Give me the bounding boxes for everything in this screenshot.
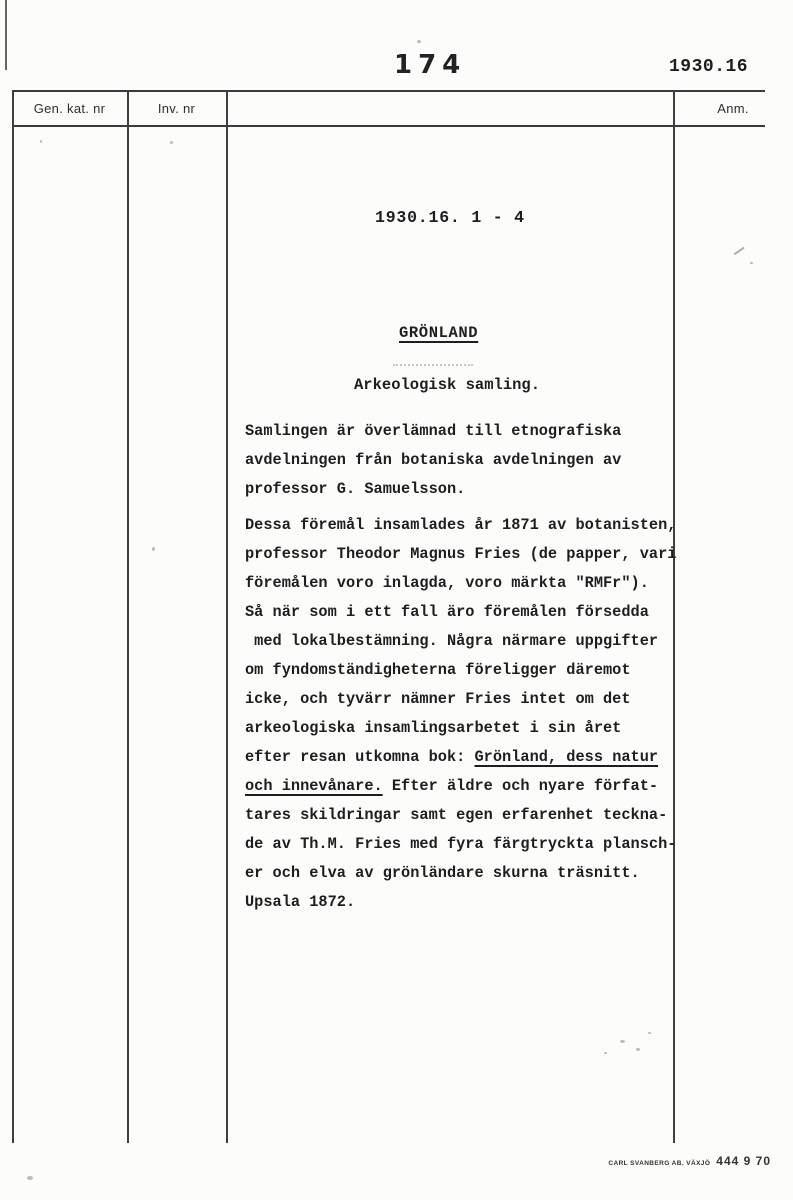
text-line: professor G. Samuelsson. xyxy=(245,480,466,498)
text-line: icke, och tyvärr nämner Fries intet om det xyxy=(245,690,631,708)
text-line: Samlingen är överlämnad till etnografiska xyxy=(245,422,622,440)
text-line: om fyndomständigheterna föreligger däremot xyxy=(245,661,631,679)
text-line: Så när som i ett fall äro föremålen försedda xyxy=(245,603,649,621)
scan-noise xyxy=(636,1048,640,1051)
scan-noise xyxy=(750,262,753,264)
text-line: föremålen voro inlagda, voro märkta "RMFr"). xyxy=(245,574,649,592)
entry-number-heading: 1930.16. 1 - 4 xyxy=(375,208,525,227)
text-line: tares skildringar samt egen erfarenhet teckna- xyxy=(245,806,668,824)
section-title: GRÖNLAND xyxy=(399,324,479,342)
table-left-border xyxy=(12,90,14,1143)
text-line: Dessa föremål insamlades år 1871 av botanisten, xyxy=(245,516,677,534)
column-divider-inv-main xyxy=(226,90,228,1143)
document-number: 1930.16 xyxy=(669,57,749,77)
printer-imprint xyxy=(608,1154,771,1168)
scan-noise xyxy=(620,1040,625,1043)
table-top-rule xyxy=(12,90,765,92)
text-line: de av Th.M. Fries med fyra färgtryckta plansch- xyxy=(245,835,677,853)
printer-name: CARL SVANBERG AB. VÄXJÖ xyxy=(608,1160,711,1167)
text-line: er och elva av grönländare skurna träsnitt. xyxy=(245,864,640,882)
text-line: Upsala 1872. xyxy=(245,893,356,911)
column-divider-genkat-inv xyxy=(127,90,129,1143)
page-number: 174 xyxy=(394,50,467,80)
scan-noise xyxy=(27,1176,33,1180)
body-paragraph xyxy=(245,417,621,504)
scan-noise xyxy=(40,140,42,143)
scan-noise xyxy=(170,141,173,144)
scan-noise xyxy=(417,40,421,43)
column-header-gen-kat-nr: Gen. kat. nr xyxy=(33,101,106,116)
scan-pen-mark xyxy=(734,247,745,255)
text-line: efter resan utkomna bok: Grönland, dess natur xyxy=(245,748,659,766)
scan-edge-line xyxy=(5,0,7,70)
body-paragraph xyxy=(245,511,676,917)
scan-noise-dots xyxy=(393,363,473,366)
text-line: arkeologiska insamlingsarbetet i sin året xyxy=(245,719,622,737)
column-header-anm: Anm. xyxy=(717,101,749,116)
table-header-bottom-rule xyxy=(12,125,765,127)
text-line: och innevånare. Efter äldre och nyare förfat- xyxy=(245,777,659,795)
printer-code: 444 9 70 xyxy=(716,1154,771,1168)
column-header-inv-nr: Inv. nr xyxy=(157,101,196,116)
scan-noise xyxy=(604,1052,607,1054)
scan-noise xyxy=(152,547,155,551)
text-line: med lokalbestämning. Några närmare uppgifter xyxy=(245,632,659,650)
text-line: avdelningen från botaniska avdelningen av xyxy=(245,451,622,469)
section-subtitle: Arkeologisk samling. xyxy=(354,376,541,394)
scan-noise xyxy=(648,1032,651,1034)
text-line: professor Theodor Magnus Fries (de papper, vari xyxy=(245,545,677,563)
